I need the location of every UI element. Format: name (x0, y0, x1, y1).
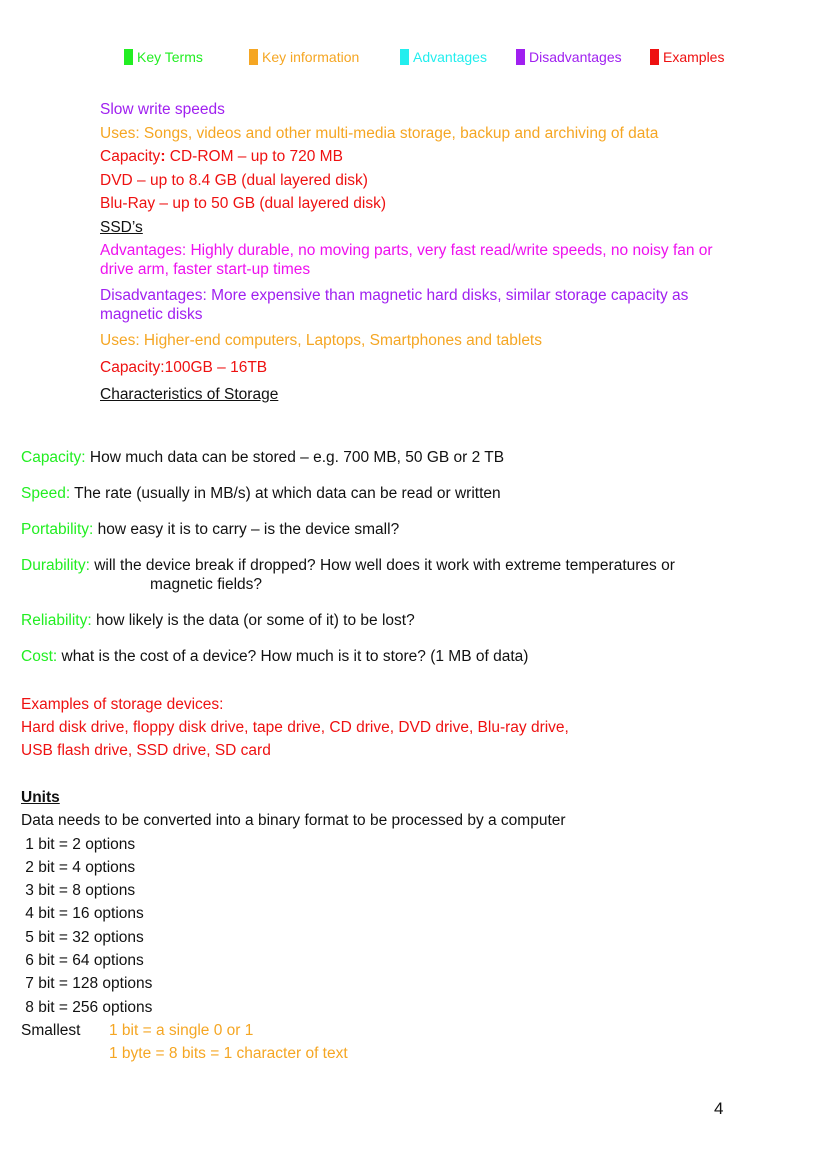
legend-swatch-icon (249, 49, 258, 65)
legend-label: Key information (262, 49, 360, 65)
legend-swatch-icon (650, 49, 659, 65)
ssd-heading: SSD’s (100, 218, 143, 236)
bit-option-row: 1 bit = 2 options (21, 835, 136, 853)
ssd-capacity: Capacity:100GB – 16TB (100, 359, 268, 376)
units-section (21, 786, 566, 1066)
smallest-label: Smallest (21, 1021, 81, 1039)
characteristic-term: Reliability: (21, 612, 92, 629)
legend-swatch-icon (516, 49, 525, 65)
characteristic-term: Cost: (21, 648, 58, 665)
byte-row (21, 1042, 566, 1065)
storage-examples (21, 693, 569, 762)
characteristic-item (21, 448, 801, 467)
characteristic-item (21, 647, 801, 666)
characteristic-term: Portability: (21, 521, 94, 538)
capacity-colon: : (160, 148, 166, 165)
legend-key-information (249, 49, 359, 65)
examples-line: Hard disk drive, floppy disk drive, tape drive, CD drive, DVD drive, Blu-ray drive, (21, 719, 569, 736)
characteristic-desc: how likely is the data (or some of it) to be lost? (91, 612, 415, 629)
page-number: 4 (714, 1099, 724, 1118)
bit-option-row: 7 bit = 128 options (21, 975, 153, 993)
optical-capacity (100, 147, 740, 166)
legend-label: Advantages (413, 49, 487, 65)
legend-label: Examples (663, 49, 725, 65)
characteristic-desc: what is the cost of a device? How much is it to store? (1 MB of data) (57, 648, 529, 665)
storage-notes (100, 100, 740, 409)
capacity-value: CD-ROM – up to 720 MB (165, 148, 343, 165)
capacity-label: Capacity (100, 148, 161, 165)
legend-label: Key Terms (137, 49, 203, 65)
bit-option-row: 3 bit = 8 options (21, 882, 136, 900)
optical-uses: Uses: Songs, videos and other multi-media storage, backup and archiving of data (100, 124, 659, 142)
bit-option-row: 4 bit = 16 options (21, 905, 144, 923)
optical-slow-write: Slow write speeds (100, 101, 225, 118)
examples-heading: Examples of storage devices: (21, 696, 224, 713)
units-heading: Units (21, 789, 60, 806)
legend-swatch-icon (124, 49, 133, 65)
legend-label: Disadvantages (529, 49, 622, 65)
bit-option-row: 5 bit = 32 options (21, 928, 144, 946)
characteristic-term: Capacity: (21, 449, 86, 466)
characteristic-desc: will the device break if dropped? How well does it work with extreme temperatures or (89, 557, 675, 574)
characteristic-item (21, 484, 801, 503)
smallest-row (21, 1019, 566, 1042)
legend-swatch-icon (400, 49, 409, 65)
legend-examples (650, 49, 724, 65)
optical-dvd: DVD – up to 8.4 GB (dual layered disk) (100, 171, 368, 189)
characteristic-term: Durability: (21, 557, 90, 574)
smallest-bit: 1 bit = a single 0 or 1 (109, 1021, 254, 1039)
optical-bluray: Blu-Ray – up to 50 GB (dual layered disk) (100, 195, 387, 212)
smallest-byte: 1 byte = 8 bits = 1 character of text (109, 1045, 348, 1063)
characteristics-list (21, 448, 801, 683)
bit-option-row: 6 bit = 64 options (21, 952, 144, 970)
characteristic-desc: The rate (usually in MB/s) at which data can be read or written (70, 485, 501, 502)
characteristic-term: Speed: (21, 485, 71, 502)
ssd-advantages: Advantages: Highly durable, no moving parts, very fast read/write speeds, no noisy fan or drive arm, faster start-up times (100, 242, 713, 278)
bit-option-row: 8 bit = 256 options (21, 998, 153, 1016)
legend-disadvantages (516, 49, 622, 65)
examples-line: USB flash drive, SSD drive, SD card (21, 742, 271, 759)
ssd-disadvantages: Disadvantages: More expensive than magnetic hard disks, similar storage capacity as magnetic disks (100, 287, 689, 323)
bit-option-row: 2 bit = 4 options (21, 858, 136, 876)
characteristic-item (21, 556, 801, 594)
characteristic-desc: How much data can be stored – e.g. 700 MB, 50 GB or 2 TB (85, 449, 505, 466)
characteristic-desc: how easy it is to carry – is the device small? (93, 521, 400, 538)
ssd-uses: Uses: Higher-end computers, Laptops, Smartphones and tablets (100, 332, 542, 349)
units-intro: Data needs to be converted into a binary format to be processed by a computer (21, 812, 566, 830)
characteristics-heading: Characteristics of Storage (100, 386, 279, 403)
characteristic-desc-continued: magnetic fields? (150, 576, 263, 593)
legend-key-terms (124, 49, 203, 65)
characteristic-item (21, 611, 801, 630)
color-legend (0, 49, 828, 67)
characteristic-item (21, 520, 801, 539)
legend-advantages (400, 49, 487, 65)
